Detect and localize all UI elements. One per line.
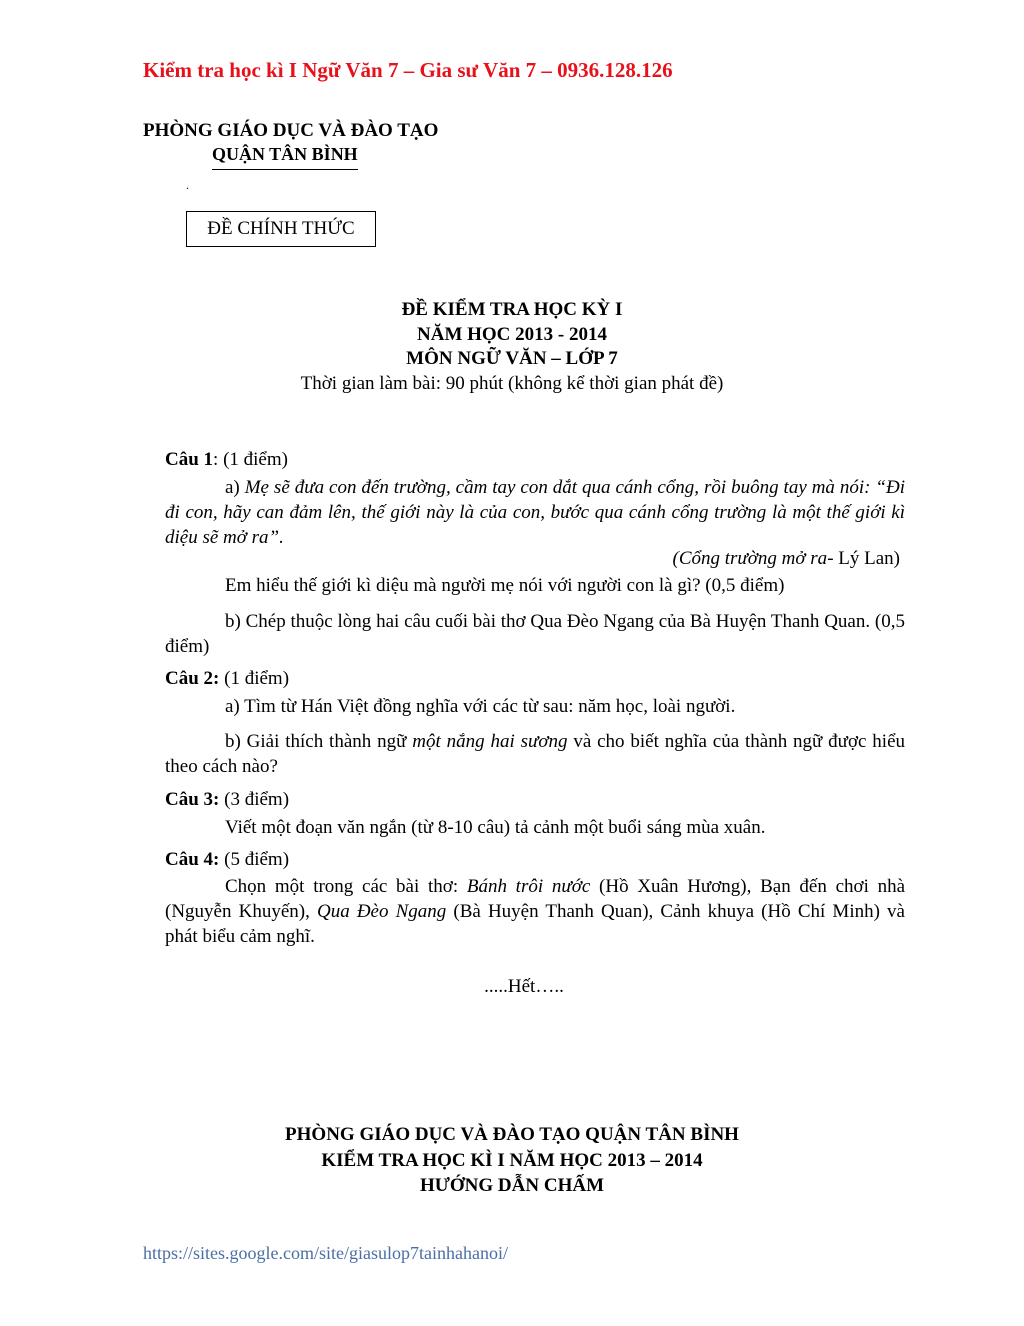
answer-key-line-3: HƯỚNG DẪN CHẤM bbox=[420, 1175, 604, 1196]
question-4-points: (5 điểm) bbox=[219, 849, 290, 870]
quote-source-author: - Lý Lan) bbox=[827, 548, 900, 569]
question-1-heading bbox=[165, 449, 288, 471]
question-2b-pre: b) Giải thích thành ngữ bbox=[225, 731, 413, 752]
question-2b bbox=[165, 729, 905, 779]
question-4-poem-2: Qua Đèo Ngang bbox=[316, 901, 447, 922]
question-4-label: Câu 4: bbox=[165, 849, 220, 870]
question-3-heading bbox=[165, 789, 289, 811]
question-2b-post: và cho biết nghĩa của thành ngữ được hiểu theo cách nào? bbox=[165, 731, 906, 777]
official-exam-box: ĐỀ CHÍNH THỨC bbox=[186, 211, 376, 247]
question-2b-idiom: một nắng hai sương bbox=[412, 731, 568, 752]
stray-dot: . bbox=[186, 178, 189, 192]
exam-subject: MÔN NGỮ VĂN – LỚP 7 bbox=[406, 348, 618, 369]
department-name: PHÒNG GIÁO DỤC VÀ ĐÀO TẠO bbox=[143, 120, 439, 141]
exam-time: Thời gian làm bài: 90 phút (không kể thời gian phát đề) bbox=[300, 373, 724, 394]
end-mark: .....Hết….. bbox=[484, 976, 564, 997]
question-3-label: Câu 3: bbox=[165, 789, 220, 810]
question-2-points: (1 điểm) bbox=[219, 668, 290, 689]
question-3-points: (3 điểm) bbox=[219, 789, 290, 810]
question-4-poem-1: Bánh trôi nước bbox=[466, 876, 591, 897]
question-2a: a) Tìm từ Hán Việt đồng nghĩa với các từ sau: năm học, loài người. bbox=[225, 696, 736, 717]
question-1a-question: Em hiểu thế giới kì diệu mà người mẹ nói với người con là gì? (0,5 điểm) bbox=[225, 575, 785, 596]
quote-source-title: (Cổng trường mở ra bbox=[672, 548, 828, 569]
answer-key-line-2: KIỂM TRA HỌC KÌ I NĂM HỌC 2013 – 2014 bbox=[321, 1150, 703, 1171]
question-4-text-3: (Bà Huyện Thanh Quan), Cảnh khuya (Hồ Chí Minh) và phát biểu cảm nghĩ. bbox=[165, 901, 905, 947]
exam-title: ĐỀ KIỂM TRA HỌC KỲ I bbox=[401, 299, 623, 320]
question-4-text bbox=[165, 874, 905, 949]
question-4-text-1: Chọn một trong các bài thơ: bbox=[225, 876, 467, 897]
question-1b: b) Chép thuộc lòng hai câu cuối bài thơ Qua Đèo Ngang của Bà Huyện Thanh Quan. (0,5 điểm) bbox=[165, 611, 905, 657]
district-name: QUẬN TÂN BÌNH bbox=[212, 144, 358, 170]
footer-url-link[interactable]: https://sites.google.com/site/giasulop7tainhahanoi/ bbox=[143, 1243, 508, 1263]
question-1-points: : (1 điểm) bbox=[213, 449, 288, 470]
question-2-heading bbox=[165, 668, 289, 690]
quote-source bbox=[165, 548, 900, 570]
question-1-label: Câu 1 bbox=[165, 449, 214, 470]
answer-key-line-1: PHÒNG GIÁO DỤC VÀ ĐÀO TẠO QUẬN TÂN BÌNH bbox=[285, 1124, 739, 1145]
question-4-text-2: (Hồ Xuân Hương), Bạn đến chơi nhà (Nguyễn Khuyến), bbox=[165, 876, 906, 922]
question-2-label: Câu 2: bbox=[165, 668, 220, 689]
exam-year: NĂM HỌC 2013 - 2014 bbox=[417, 324, 607, 345]
question-1a-quote-text: Mẹ sẽ đưa con đến trường, cầm tay con dắt qua cánh cổng, rồi buông tay mà nói: “Đi đi con, hãy can đảm lên, thế giới này là của con, bước qua cánh cổng trường là một thế giới kì diệu sẽ mở ra”. bbox=[165, 477, 906, 548]
question-1a-prefix: a) bbox=[225, 477, 245, 498]
question-4-heading bbox=[165, 849, 289, 871]
question-3-text: Viết một đoạn văn ngắn (từ 8-10 câu) tả cảnh một buổi sáng mùa xuân. bbox=[225, 817, 766, 838]
header-banner: Kiểm tra học kì I Ngữ Văn 7 – Gia sư Văn 7 – 0936.128.126 bbox=[143, 58, 673, 82]
question-1a-quote bbox=[165, 475, 905, 550]
